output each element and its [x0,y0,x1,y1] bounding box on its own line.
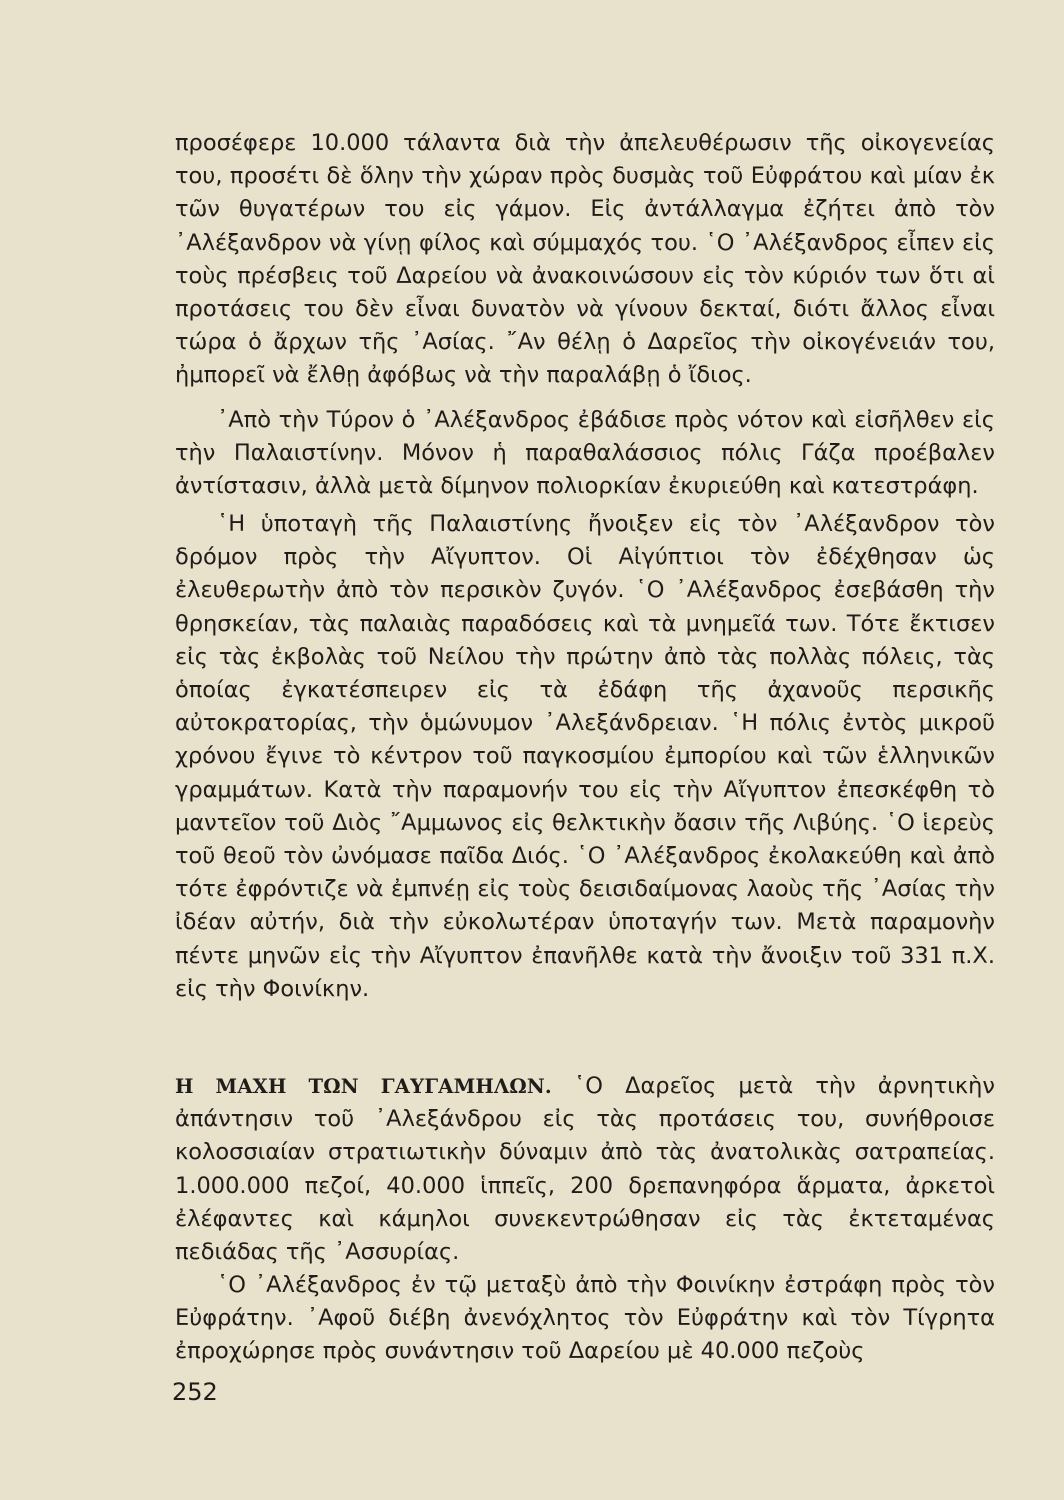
paragraph-1: προσέφερε 10.000 τάλαντα διὰ τὴν ἀπελευθέρωσιν τῆς οἰκογενείας του, προσέτι δὲ ὅλην τὴν χώραν πρὸς δυσμὰς τοῦ Εὐφράτου καὶ μίαν ἐκ τῶν θυγατέρων του εἰς γάμον. Εἰς ἀντάλλαγμα ἐζήτει ἀπὸ τὸν ᾿Αλέξανδρον νὰ γίνῃ φίλος καὶ σύμμαχός του. ῾Ο ᾿Αλέξανδρος εἶπεν εἰς τοὺς πρέσβεις τοῦ Δαρείου νὰ ἀνακοινώσουν εἰς τὸν κύριόν των ὅτι αἱ προτάσεις του δὲν εἶναι δυνατὸν νὰ γίνουν δεκταί, διότι ἄλλος εἶναι τώρα ὁ ἄρχων τῆς ᾿Ασίας. ῎Αν θέλῃ ὁ Δαρεῖος τὴν οἰκογένειάν του, ἠμπορεῖ νὰ ἔλθῃ ἀφόβως νὰ τὴν παραλάβῃ ὁ ἴδιος. [175,130,995,389]
paragraph-3-block [175,508,995,1006]
section-body: ῾Ο Δαρεῖος μετὰ τὴν ἀρνητικὴν ἀπάντησιν τοῦ ᾿Αλεξάνδρου εἰς τὰς προτάσεις του, συνήθροισε κολοσσιαίαν στρατιωτικὴν δύναμιν ἀπὸ τὰς ἀνατολικὰς σατραπείας. 1.000.000 πεζοί, 40.000 ἱππεῖς, 200 δρεπανηφόρα ἅρματα, ἀρκετοὶ ἐλέφαντες καὶ κάμηλοι συνεκεντρώθησαν εἰς τὰς ἐκτεταμένας πεδιάδας τῆς ᾿Ασσυρίας. [175,1073,995,1266]
section-paragraph-block [175,1070,995,1269]
paragraph-2: ᾿Απὸ τὴν Τύρον ὁ ᾿Αλέξανδρος ἐβάδισε πρὸς νότον καὶ εἰσῆλθεν εἰς τὴν Παλαιστίνην. Μόνον ἡ παραθαλάσσιος πόλις Γάζα προέβαλεν ἀντίστασιν, ἀλλὰ μετὰ δίμηνον πολιορκίαν ἐκυριεύθη καὶ κατεστράφη. [175,407,995,500]
paragraph-1-block [175,127,995,393]
final-paragraph: ῾Ο ᾿Αλέξανδρος ἐν τῷ μεταξὺ ἀπὸ τὴν Φοινίκην ἐστράφη πρὸς τὸν Εὐφράτην. ᾿Αφοῦ διέβη ἀνενόχλητος τὸν Εὐφράτην καὶ τὸν Τίγρητα ἐπροχώρησε πρὸς συνάντησιν τοῦ Δαρείου μὲ 40.000 πεζοὺς [175,1272,995,1365]
section-paragraph [175,1070,995,1269]
final-paragraph-block [175,1269,995,1369]
paragraph-3: ῾Η ὑποταγὴ τῆς Παλαιστίνης ἤνοιξεν εἰς τὸν ᾿Αλέξανδρον τὸν δρόμον πρὸς τὴν Αἴγυπτον. Οἱ Αἰγύπτιοι τὸν ἐδέχθησαν ὡς ἐλευθερωτὴν ἀπὸ τὸν περσικὸν ζυγόν. ῾Ο ᾿Αλέξανδρος ἐσεβάσθη τὴν θρησκείαν, τὰς παλαιὰς παραδόσεις καὶ τὰ μνημεῖά των. Τότε ἔκτισεν εἰς τὰς ἐκβολὰς τοῦ Νείλου τὴν πρώτην ἀπὸ τὰς πολλὰς πόλεις, τὰς ὁποίας ἐγκατέσπειρεν εἰς τὰ ἐδάφη τῆς ἀχανοῦς περσικῆς αὐτοκρατορίας, τὴν ὁμώνυμον ᾿Αλεξάνδρειαν. ῾Η πόλις ἐντὸς μικροῦ χρόνου ἔγινε τὸ κέντρον τοῦ παγκοσμίου ἐμπορίου καὶ τῶν ἑλληνικῶν γραμμάτων. Κατὰ τὴν παραμονήν του εἰς τὴν Αἴγυπτον ἐπεσκέφθη τὸ μαντεῖον τοῦ Διὸς ῎Αμμωνος εἰς θελκτικὴν ὄασιν τῆς Λιβύης. ῾Ο ἱερεὺς τοῦ θεοῦ τὸν ὠνόμασε παῖδα Διός. ῾Ο ᾿Αλέξανδρος ἐκολακεύθη καὶ ἀπὸ τότε ἐφρόντιζε νὰ ἐμπνέῃ εἰς τοὺς δεισιδαίμονας λαοὺς τῆς ᾿Ασίας τὴν ἰδέαν αὐτήν, διὰ τὴν εὐκολωτέραν ὑποταγήν των. Μετὰ παραμονὴν πέντε μηνῶν εἰς τὴν Αἴγυπτον ἐπανῆλθε κατὰ τὴν ἄνοιξιν τοῦ 331 π.Χ. εἰς τὴν Φοινίκην. [175,511,995,1002]
section-heading: Η ΜΑΧΗ ΤΩΝ ΓΑΥΓΑΜΗΛΩΝ. [175,1075,552,1098]
paragraph-2-block [175,404,995,504]
page-number: 252 [172,1378,218,1406]
